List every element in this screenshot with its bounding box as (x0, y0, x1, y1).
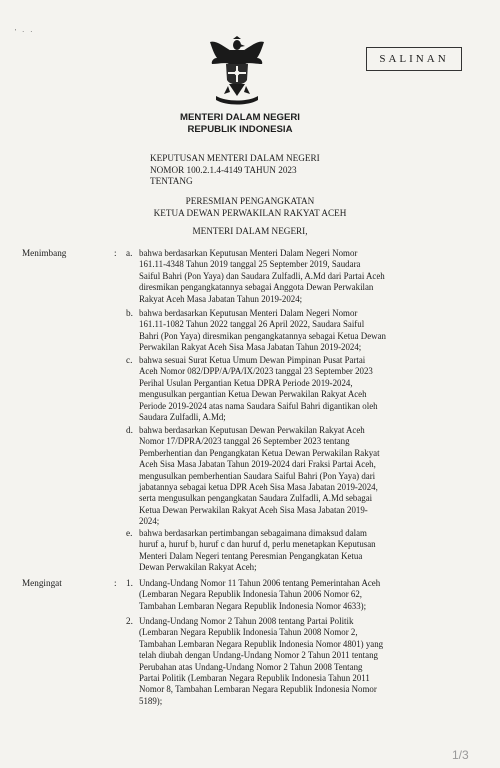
text-line: diresmikan pengangkatannya sebagai Anggota Dewan Perwakilan (139, 282, 374, 293)
mengingat-label: Mengingat (22, 578, 62, 588)
menimbang-item-e (139, 528, 479, 574)
menimbang-item-b (139, 308, 479, 354)
decree-number: NOMOR 100.2.1.4-4149 TAHUN 2023 (150, 164, 297, 175)
mengingat-mark-2: 2. (126, 616, 133, 626)
text-line: 161.11-1082 Tahun 2022 tanggal 26 April 2022, Saudara Saiful (139, 319, 365, 330)
text-line: (Lembaran Negara Republik Indonesia Tahun 2008 Nomor 2, (139, 627, 358, 638)
menimbang-colon: : (114, 248, 117, 258)
text-line: 5189); (139, 695, 163, 706)
decree-tentang: TENTANG (150, 176, 193, 186)
text-line: Menteri Dalam Negeri tentang Peresmian Pengangkatan Ketua (139, 550, 363, 561)
menimbang-item-a (139, 248, 479, 305)
text-line: Perwakilan Rakyat Aceh Sisa Masa Jabatan Tahun 2019-2024; (139, 342, 362, 353)
text-line: Ketua Dewan Perwakilan Rakyat Aceh Sisa Masa Jabatan 2019- (139, 504, 368, 515)
text-line: Aceh Sisa Masa Jabatan Tahun 2019-2024 dari Fraksi Partai Aceh, (139, 459, 376, 470)
letterhead-line-1: MENTERI DALAM NEGERI (180, 112, 300, 123)
menimbang-mark-c: c. (126, 355, 133, 365)
mengingat-item-2 (139, 616, 479, 707)
text-line: Saudara Zulfadli, A.Md; (139, 412, 226, 423)
text-line: mengusulkan pemberhentian Saudara Saiful Bahri (Pon Yaya) dari (139, 470, 376, 481)
decree-subject-line-1: PERESMIAN PENGANGKATAN (185, 196, 315, 206)
text-line: bahwa berdasarkan pertimbangan sebagaimana dimaksud dalam (139, 528, 367, 538)
text-line: Tambahan Lembaran Negara Republik Indonesia Nomor 4801) yang (139, 638, 384, 649)
text-line: jabatannya sebagai ketua DPR Aceh Sisa Masa Jabatan 2019-2024, (139, 482, 378, 493)
menimbang-label: Menimbang (22, 248, 67, 258)
decree-subject-line-2: KETUA DEWAN PERWAKILAN RAKYAT ACEH (153, 208, 347, 218)
text-line: Tambahan Lembaran Negara Republik Indonesia Nomor 4633); (139, 600, 367, 611)
garuda-emblem-icon (208, 36, 266, 106)
text-line: bahwa berdasarkan Keputusan Menteri Dalam Negeri Nomor (139, 308, 358, 318)
menimbang-mark-e: e. (126, 528, 133, 538)
text-line: bahwa sesuai Surat Ketua Umum Dewan Pimpinan Pusat Partai (139, 355, 366, 365)
mengingat-mark-1: 1. (126, 578, 133, 588)
menimbang-item-c (139, 355, 479, 423)
text-line: serta mengusulkan pengangkatan Saudara Zulfadli, A.Md sebagai (139, 493, 373, 504)
text-line: 2024; (139, 516, 160, 527)
text-line: Nomor 8, Tambahan Lembaran Negara Republik Indonesia Nomor (139, 684, 377, 695)
text-line: 161.11-4348 Tahun 2019 tanggal 25 September 2019, Saudara (139, 259, 361, 270)
text-line: huruf a, huruf b, huruf c dan huruf d, perlu menetapkan Keputusan (139, 539, 376, 550)
decree-title: KEPUTUSAN MENTERI DALAM NEGERI (150, 153, 320, 163)
text-line: Dewan Perwakilan Rakyat Aceh; (139, 562, 257, 573)
text-line: Bahri (Pon Yaya) diresmikan pengangkatannya sebagai Ketua Dewan (139, 330, 386, 341)
text-line: bahwa berdasarkan Keputusan Dewan Perwakilan Rakyat Aceh (139, 425, 365, 435)
menimbang-item-d (139, 425, 479, 528)
salinan-badge: SALINAN (366, 47, 462, 71)
menimbang-mark-d: d. (126, 425, 133, 435)
text-line: Nomor 17/DPRA/2023 tanggal 26 September 2023 tentang (139, 436, 350, 447)
mengingat-colon: : (114, 578, 117, 588)
text-line: bahwa berdasarkan Keputusan Menteri Dalam Negeri Nomor (139, 248, 358, 258)
text-line: Partai Politik (Lembaran Negara Republik Indonesia Tahun 2011 (139, 673, 370, 684)
text-line: Perubahan atas Undang-Undang Nomor 2 Tahun 2008 Tentang (139, 661, 363, 672)
scan-specks: ' · · (15, 28, 35, 36)
text-line: telah diubah dengan Undang-Undang Nomor 2 Tahun 2011 tentang (139, 650, 378, 661)
letterhead-line-2: REPUBLIK INDONESIA (187, 124, 293, 135)
text-line: Undang-Undang Nomor 2 Tahun 2008 tentang Partai Politik (139, 616, 354, 626)
decree-heading (150, 153, 320, 188)
text-line: mengusulkan pergantian Ketua Dewan Perwakilan Rakyat Aceh (139, 389, 367, 400)
text-line: Saiful Bahri (Pon Yaya) dan Saudara Zulfadli, A.Md dari Partai Aceh (139, 270, 385, 281)
menimbang-mark-a: a. (126, 248, 133, 258)
text-line: Perihal Usulan Pergantian Ketua DPRA Periode 2019-2024, (139, 377, 353, 388)
text-line: Periode 2019-2024 atas nama Saudara Saiful Bahri digantikan oleh (139, 400, 378, 411)
menimbang-mark-b: b. (126, 308, 133, 318)
text-line: Aceh Nomor 082/DPP/A/PA/IX/2023 tanggal 23 September 2023 (139, 366, 373, 377)
text-line: Undang-Undang Nomor 11 Tahun 2006 tentang Pemerintahan Aceh (139, 578, 381, 588)
decree-issuer: MENTERI DALAM NEGERI, (192, 226, 308, 236)
text-line: Rakyat Aceh Masa Jabatan Tahun 2019-2024; (139, 293, 303, 304)
text-line: (Lembaran Negara Republik Indonesia Tahun 2006 Nomor 62, (139, 589, 363, 600)
page-number: 1/3 (452, 748, 469, 762)
text-line: Pemberhentian dan Pengangkatan Ketua Dewan Perwakilan Rakyat (139, 447, 380, 458)
letterhead (170, 112, 310, 136)
mengingat-item-1 (139, 578, 479, 612)
